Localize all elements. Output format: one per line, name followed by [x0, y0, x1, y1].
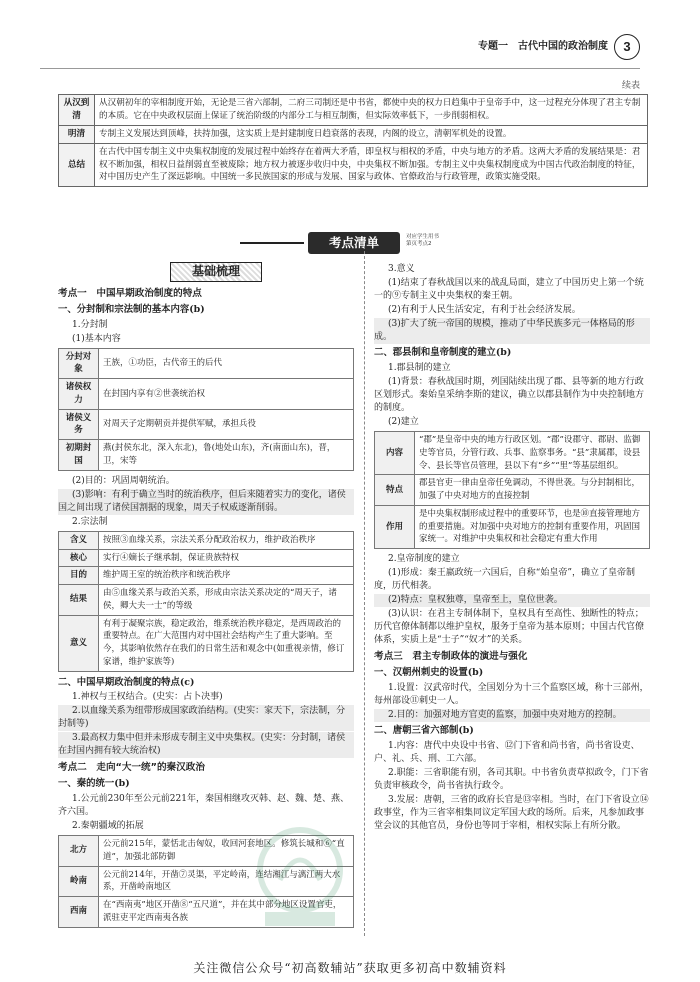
row-text: “郡”是皇帝中央的地方行政区划。“郡”设郡守、郡尉、监御史等官员，分管行政、兵事、监察事务。“县”隶属郡，设县令、县长等官员管理，县以下有“乡”“里”等基层组织。: [415, 432, 650, 475]
row-key: 总结: [59, 143, 95, 187]
row-key: 西南: [59, 897, 99, 928]
table-row: [59, 615, 354, 671]
paragraph: (2)目的：巩固周朝统治。: [72, 475, 175, 486]
watermark-logo: [240, 820, 360, 930]
banner-tag: [406, 234, 439, 247]
kaodian-title: 考点一 中国早期政治制度的特点: [58, 288, 202, 299]
chapter-title: 专题一 古代中国的政治制度: [478, 41, 608, 52]
row-text: 在古代中国专制主义中央集权制度的发展过程中始终存在着两大矛盾，即皇权与相权的矛盾，中央与地方的矛盾。这两大矛盾的发展结果是：君权不断加强，相权日益削弱直至被废除；地方权力被逐步收归中央，中央集权不断加强。专制主义中央集权制度成为中国古代政治制度的特征，对中国历史产生了深远影响。中国统一多民族国家的形成与发展、国家与政体、官僚政治与行政管理，政策实施受限。: [95, 143, 648, 187]
row-key: 含义: [59, 531, 99, 549]
table-row: [59, 549, 354, 567]
banner-tag-line: 对应学生用书: [406, 234, 440, 240]
row-text: 由⑤血缘关系与政治关系，形成由宗法关系决定的“周天子，诸侯，卿大夫一士”的等级: [99, 585, 354, 616]
section-heading: 二、中国早期政治制度的特点(c): [58, 676, 195, 688]
table-row: [375, 475, 650, 506]
row-key: 岭南: [59, 866, 99, 897]
row-text: 维护周王室的统治秩序和统治秩序: [99, 567, 354, 585]
row-text: 对周天子定期朝贡并提供军赋，承担兵役: [99, 409, 354, 440]
row-key: 明清: [59, 125, 95, 143]
paragraph: (3)扩大了统一帝国的规模，推动了中华民族多元一体格局的形成。: [374, 318, 650, 344]
paragraph: 2.目的：加强对地方官吏的监察，加强中央对地方的控制。: [374, 709, 650, 722]
paragraph: (1)形成：秦王嬴政统一六国后，自称“始皇帝”，确立了皇帝制度，历代相袭。: [374, 568, 635, 592]
page-number: 3: [614, 34, 640, 60]
row-key: 从汉到清: [59, 95, 95, 126]
section-heading: 一、汉朝州刺史的设置(b): [374, 667, 484, 679]
table-row: [59, 95, 648, 126]
table-row: [59, 143, 648, 187]
row-text: 王族，①功臣，古代帝王的后代: [99, 348, 354, 379]
section-heading: 二、唐朝三省六部制(b): [374, 725, 474, 737]
section-banner: [240, 230, 460, 258]
row-key: 作用: [375, 505, 415, 548]
paragraph: 1.设置：汉武帝时代，全国划分为十三个监察区域，称十三部州，每州部设⑪刺史一人。: [374, 683, 649, 707]
row-key: 分封对象: [59, 348, 99, 379]
section-label: 基础梳理: [170, 262, 262, 282]
row-key: 诸侯义务: [59, 409, 99, 440]
banner-line-left: [240, 242, 304, 244]
junxian-table: [374, 431, 650, 549]
table-row: [59, 440, 354, 471]
paragraph: (1)结束了春秋战国以来的战乱局面，建立了中国历史上第一个统一的⑨专制主义中央集权的秦王朝。: [374, 278, 644, 302]
sub-heading: 3.意义: [388, 264, 415, 274]
row-text: 在“西南夷”地区开凿⑧“五尺道”，并在其中部分地区设置官吏，派驻吏平定西南夷各族: [99, 897, 354, 928]
section-heading: 一、分封制和宗法制的基本内容(b): [58, 303, 205, 315]
sub-heading: 2.皇帝制度的建立: [388, 554, 460, 565]
continued-label: 续表: [621, 81, 640, 91]
section-heading: 一、秦的统一(b): [58, 778, 130, 790]
table-row: [59, 409, 354, 440]
paragraph: (2)特点：皇权独尊，皇帝至上，皇位世袭。: [374, 594, 650, 607]
summary-table: [58, 94, 648, 187]
row-text: 从汉朝初年的宰相制度开始，无论是三省六部制，二府三司制还是中书省，都使中央的权力日趋集中于皇帝手中，这一过程充分体现了君主专制的本质。它在中央政权层面上保证了统治阶级的内部分工与相互制衡，但实际效率低下，一步削弱相权。: [95, 95, 648, 126]
row-key: 北方: [59, 836, 99, 867]
banner-tag-line: 第页考点2: [406, 240, 432, 247]
paragraph: 3.发展：唐朝，三省的政府长官是⑬宰相。当时，在门下省设立⑭政事堂，作为三省宰相集同议定军国大政的场所。后来，凡参加政事堂会议的其他官员，身份也等同于宰相，相权实际上有所分散。: [374, 794, 649, 832]
row-key: 诸侯权力: [59, 379, 99, 410]
kaodian-title: 考点三 君主专制政体的演进与强化: [374, 651, 528, 663]
row-text: 有利于凝聚宗族，稳定政治，维系统治秩序稳定，是西周政治的重要特点。在广大范围内对中国社会结构产生了重大影响。至今，其影响依然存在我们的日常生活和观念中(如重视亲情，修订家谱，维护家族等): [99, 615, 354, 671]
table-row: [59, 348, 354, 379]
row-text: 公元前215年，蒙恬北击匈奴，收回河套地区。修筑长城和⑥“直道”，加强北部防御: [99, 836, 354, 867]
row-text: 按照③血缘关系，宗法关系分配政治权力，维护政治秩序: [99, 531, 354, 549]
table-row: [59, 125, 648, 143]
paragraph: (1)背景：春秋战国时期，列国陆续出现了郡、县等新的地方行政区划形式。秦始皇采纳李斯的建议，确立以郡县制作为中央控制地方的制度。: [374, 376, 645, 414]
row-key: 内容: [375, 432, 415, 475]
table-row: [59, 585, 354, 616]
paragraph: 1.公元前230年至公元前221年，秦国相继攻灭韩、赵、魏、楚、燕、齐六国。: [58, 793, 349, 817]
sub-heading: (2)建立: [388, 417, 419, 428]
table-row: [375, 505, 650, 548]
sub-heading: 2.秦朝疆域的拓展: [72, 821, 144, 832]
sub-heading: (1)基本内容: [72, 333, 121, 344]
right-column: [374, 262, 650, 834]
kaodian-title: 考点二 走向“大一统”的秦汉政治: [58, 762, 205, 774]
row-key: 特点: [375, 475, 415, 506]
banner-title: 考点清单: [308, 232, 400, 254]
row-key: 结果: [59, 585, 99, 616]
paragraph: 1.神权与王权结合。(史实：占卜决事): [72, 692, 223, 703]
sub-heading: 1.分封制: [72, 319, 108, 330]
table-row: [59, 379, 354, 410]
section-heading: 二、郡县制和皇帝制度的建立(b): [374, 347, 512, 359]
row-text: 专制主义发展达到顶峰，扶持加强，这实质上是封建制度日趋衰落的表现，内阁的设立，清朝军机处的设置。: [95, 125, 648, 143]
sub-heading: 1.郡县制的建立: [388, 362, 451, 373]
fenfeng-table: [58, 348, 354, 471]
paragraph: (2)有利于人民生活安定，有利于社会经济发展。: [388, 305, 581, 316]
row-text: 是中央集权制形成过程中的重要环节，也是⑩直接管理地方的重要措施。对加强中央对地方的控制有重要作用，巩固国家统一。对维护中央集权和社会稳定有重大作用: [415, 505, 650, 548]
table-row: [59, 531, 354, 549]
row-text: 实行④嫡长子继承制，保证贵族特权: [99, 549, 354, 567]
column-divider: [364, 246, 365, 936]
footer-note: 关注微信公众号“初高数辅站”获取更多初高中数辅资料: [193, 961, 507, 975]
table-row: [59, 567, 354, 585]
row-key: 目的: [59, 567, 99, 585]
row-text: 在封国内享有②世袭统治权: [99, 379, 354, 410]
row-key: 意义: [59, 615, 99, 671]
zongfa-table: [58, 531, 354, 672]
row-key: 初期封国: [59, 440, 99, 471]
header-rule: [40, 68, 640, 69]
paragraph: (3)认识：在君主专制体制下，皇权具有至高性、独断性的特点；历代官僚体制都以维护皇权，服务于皇帝为基本原则；中国古代官僚体系，实质上是“士子”“奴才”的关系。: [374, 609, 645, 646]
row-text: 公元前214年，开凿⑦灵渠，平定岭南，连结湘江与漓江两大水系，开凿岭南地区: [99, 866, 354, 897]
row-key: 核心: [59, 549, 99, 567]
paragraph: (3)影响：有利于确立当时的统治秩序，但后来随着实力的变化，诸侯国之间出现了诸侯国割据的现象，周天子权威逐渐削弱。: [58, 489, 354, 515]
row-text: 郡县官吏一律由皇帝任免调动，不得世袭。与分封制相比，加强了中央对地方的直接控制: [415, 475, 650, 506]
paragraph: 2.职能：三省职能有别，各司其职。中书省负责草拟政令，门下省负责审核政令，尚书省执行政令。: [374, 767, 649, 791]
paragraph: 3.最高权力集中但并未形成专制主义中央集权。(史实：分封制，诸侯在封国内拥有较大统治权): [58, 732, 354, 758]
row-text: 燕(封侯东北，深入东北)，鲁(地处山东)，齐(南面山东)，晋，卫，宋等: [99, 440, 354, 471]
paragraph: 2.以血缘关系为纽带形成国家政治结构。(史实：家天下，宗法制，分封制等): [58, 705, 354, 731]
page-header: [0, 0, 700, 72]
paragraph: 1.内容：唐代中央设中书省、⑫门下省和尚书省，尚书省设吏、户、礼、兵、刑、工六部。: [374, 740, 640, 764]
sub-heading: 2.宗法制: [72, 516, 108, 527]
table-row: [375, 432, 650, 475]
